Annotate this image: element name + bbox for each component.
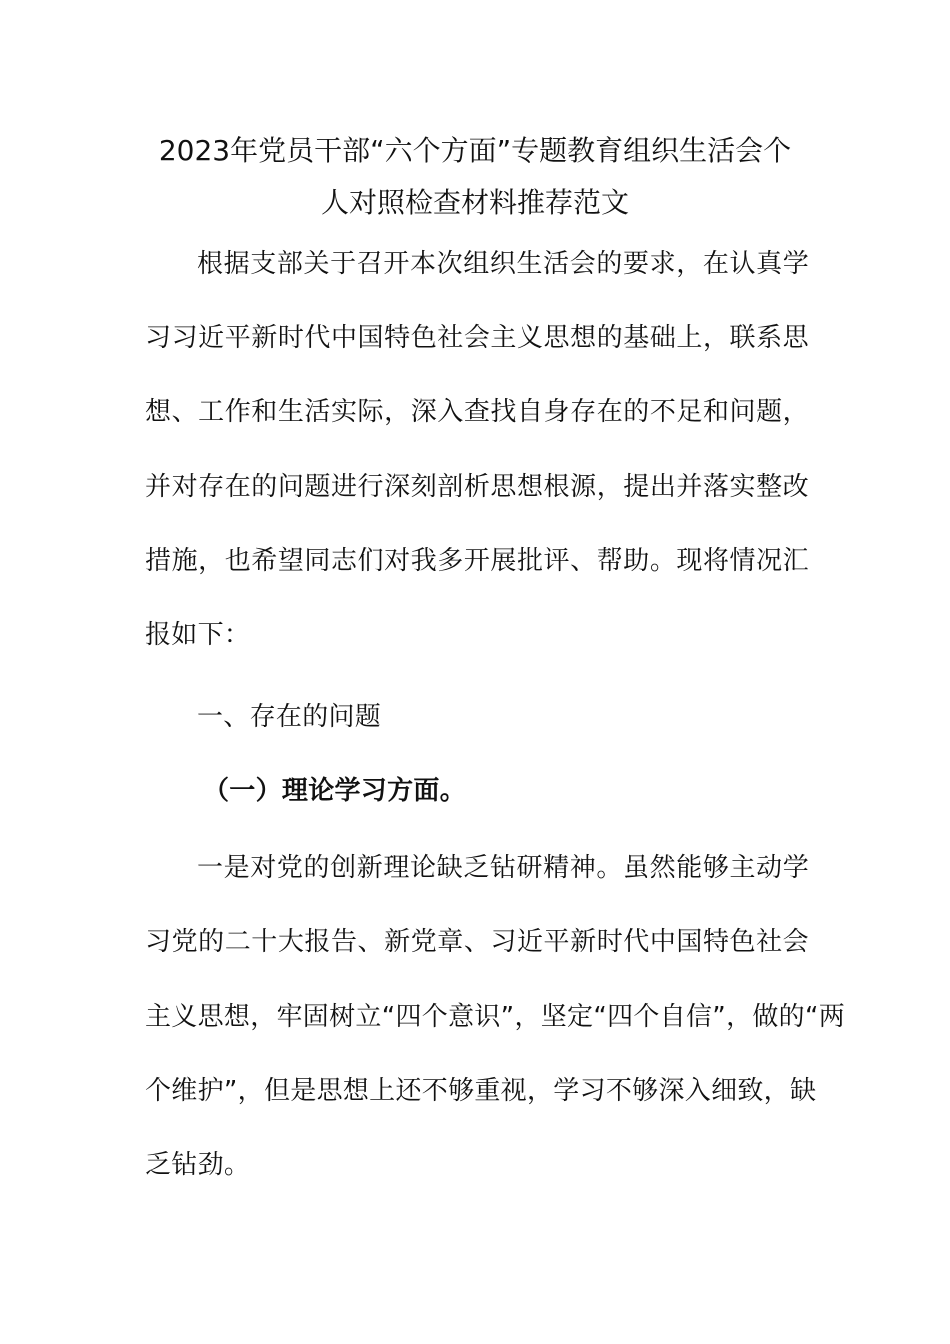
intro-paragraph-line: 并对存在的问题进行深刻剖析思想根源，提出并落实整改: [145, 472, 809, 502]
body-paragraph-line: 主义思想，牢固树立“四个意识”，坚定“四个自信”，做的“两: [145, 1002, 846, 1032]
body-paragraph-line: 一是对党的创新理论缺乏钻研精神。虽然能够主动学: [197, 853, 809, 883]
section-heading: 一、存在的问题: [197, 702, 382, 732]
subsection-heading: （一）理论学习方面。: [203, 776, 467, 806]
document-title-line-2: 人对照检查材料推荐范文: [320, 186, 629, 219]
intro-paragraph-line: 措施，也希望同志们对我多开展批评、帮助。现将情况汇: [145, 546, 809, 576]
intro-paragraph-line: 习习近平新时代中国特色社会主义思想的基础上，联系思: [145, 323, 809, 353]
body-paragraph-line: 习党的二十大报告、新党章、习近平新时代中国特色社会: [145, 927, 809, 957]
intro-paragraph-line: 想、工作和生活实际，深入查找自身存在的不足和问题，: [145, 397, 809, 427]
body-paragraph-line: 乏钻劲。: [145, 1150, 251, 1180]
intro-paragraph-line: 报如下：: [145, 620, 251, 650]
intro-paragraph-line: 根据支部关于召开本次组织生活会的要求，在认真学: [197, 249, 809, 279]
body-paragraph-line: 个维护”，但是思想上还不够重视，学习不够深入细致，缺: [145, 1076, 817, 1106]
document-title-line-1: 2023年党员干部“六个方面”专题教育组织生活会个: [158, 134, 792, 167]
